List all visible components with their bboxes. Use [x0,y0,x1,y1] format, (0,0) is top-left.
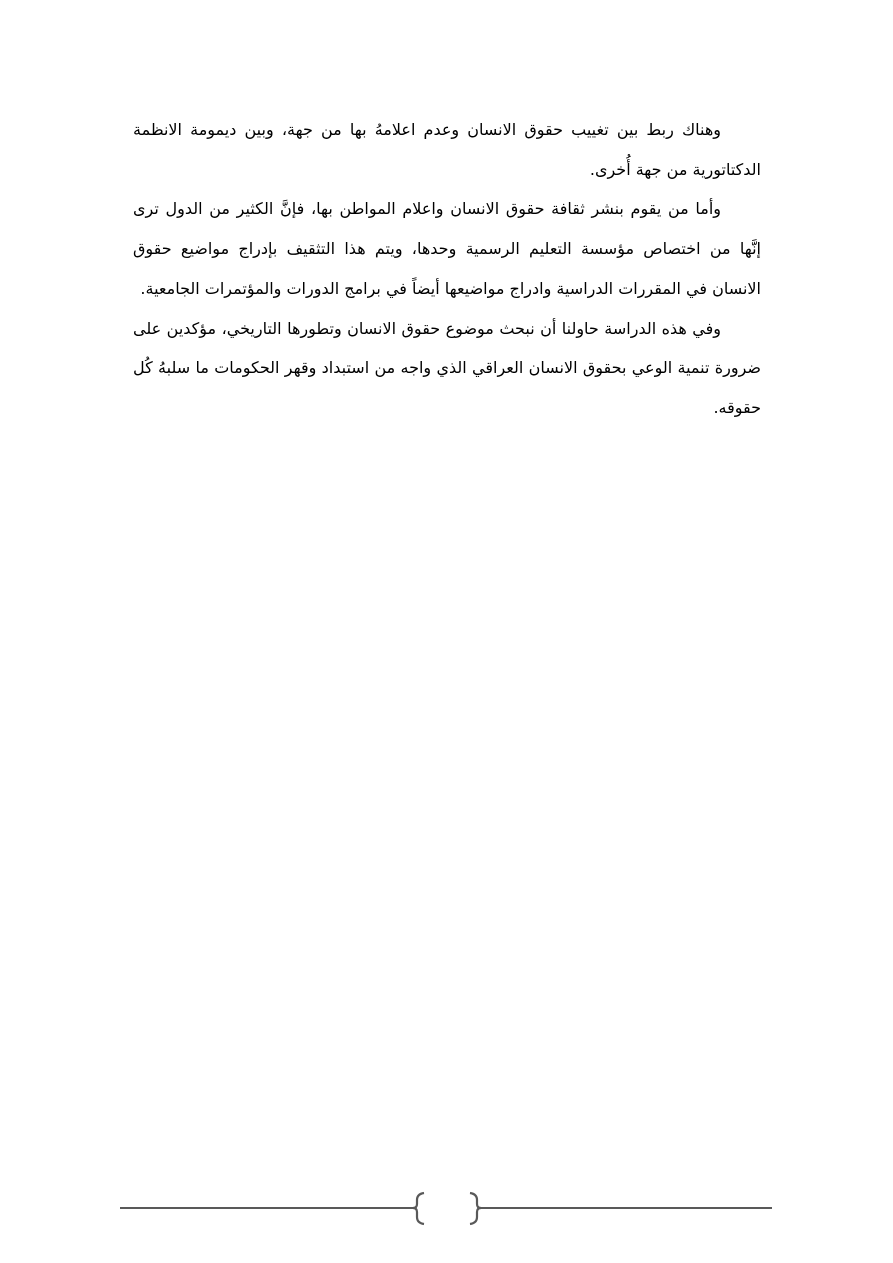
paragraph-3: وفي هذه الدراسة حاولنا أن نبحث موضوع حقوق الانسان وتطورها التاريخي، مؤكدين على ضرورة تنمية الوعي بحقوق الانسان العراقي الذي واجه من استبداد وقهر الحكومات ما سلبهُ كُل حقوقه. [133,318,761,417]
footer-bracket-left [413,1193,424,1224]
body-text [133,110,761,428]
paragraph-1: وهناك ربط بين تغييب حقوق الانسان وعدم اعلامهُ بها من جهة، وبين ديمومة الانظمة الدكتاتورية من جهة أُخرى. [133,120,761,179]
page-footer [120,1191,772,1227]
paragraph-2: وأما من يقوم بنشر ثقافة حقوق الانسان واعلام المواطن بها، فإنَّ الكثير من الدول ترى إنَّها من اختصاص مؤسسة التعليم الرسمية وحدها، ويتم هذا التثقيف بإدراج مواضيع حقوق الانسان في المقررات الدراسية وادراج مواضيعها أيضاً في برامج الدورات والمؤتمرات الجامعية. [133,199,761,298]
footer-ornament [120,1191,772,1227]
footer-bracket-right [470,1193,481,1224]
